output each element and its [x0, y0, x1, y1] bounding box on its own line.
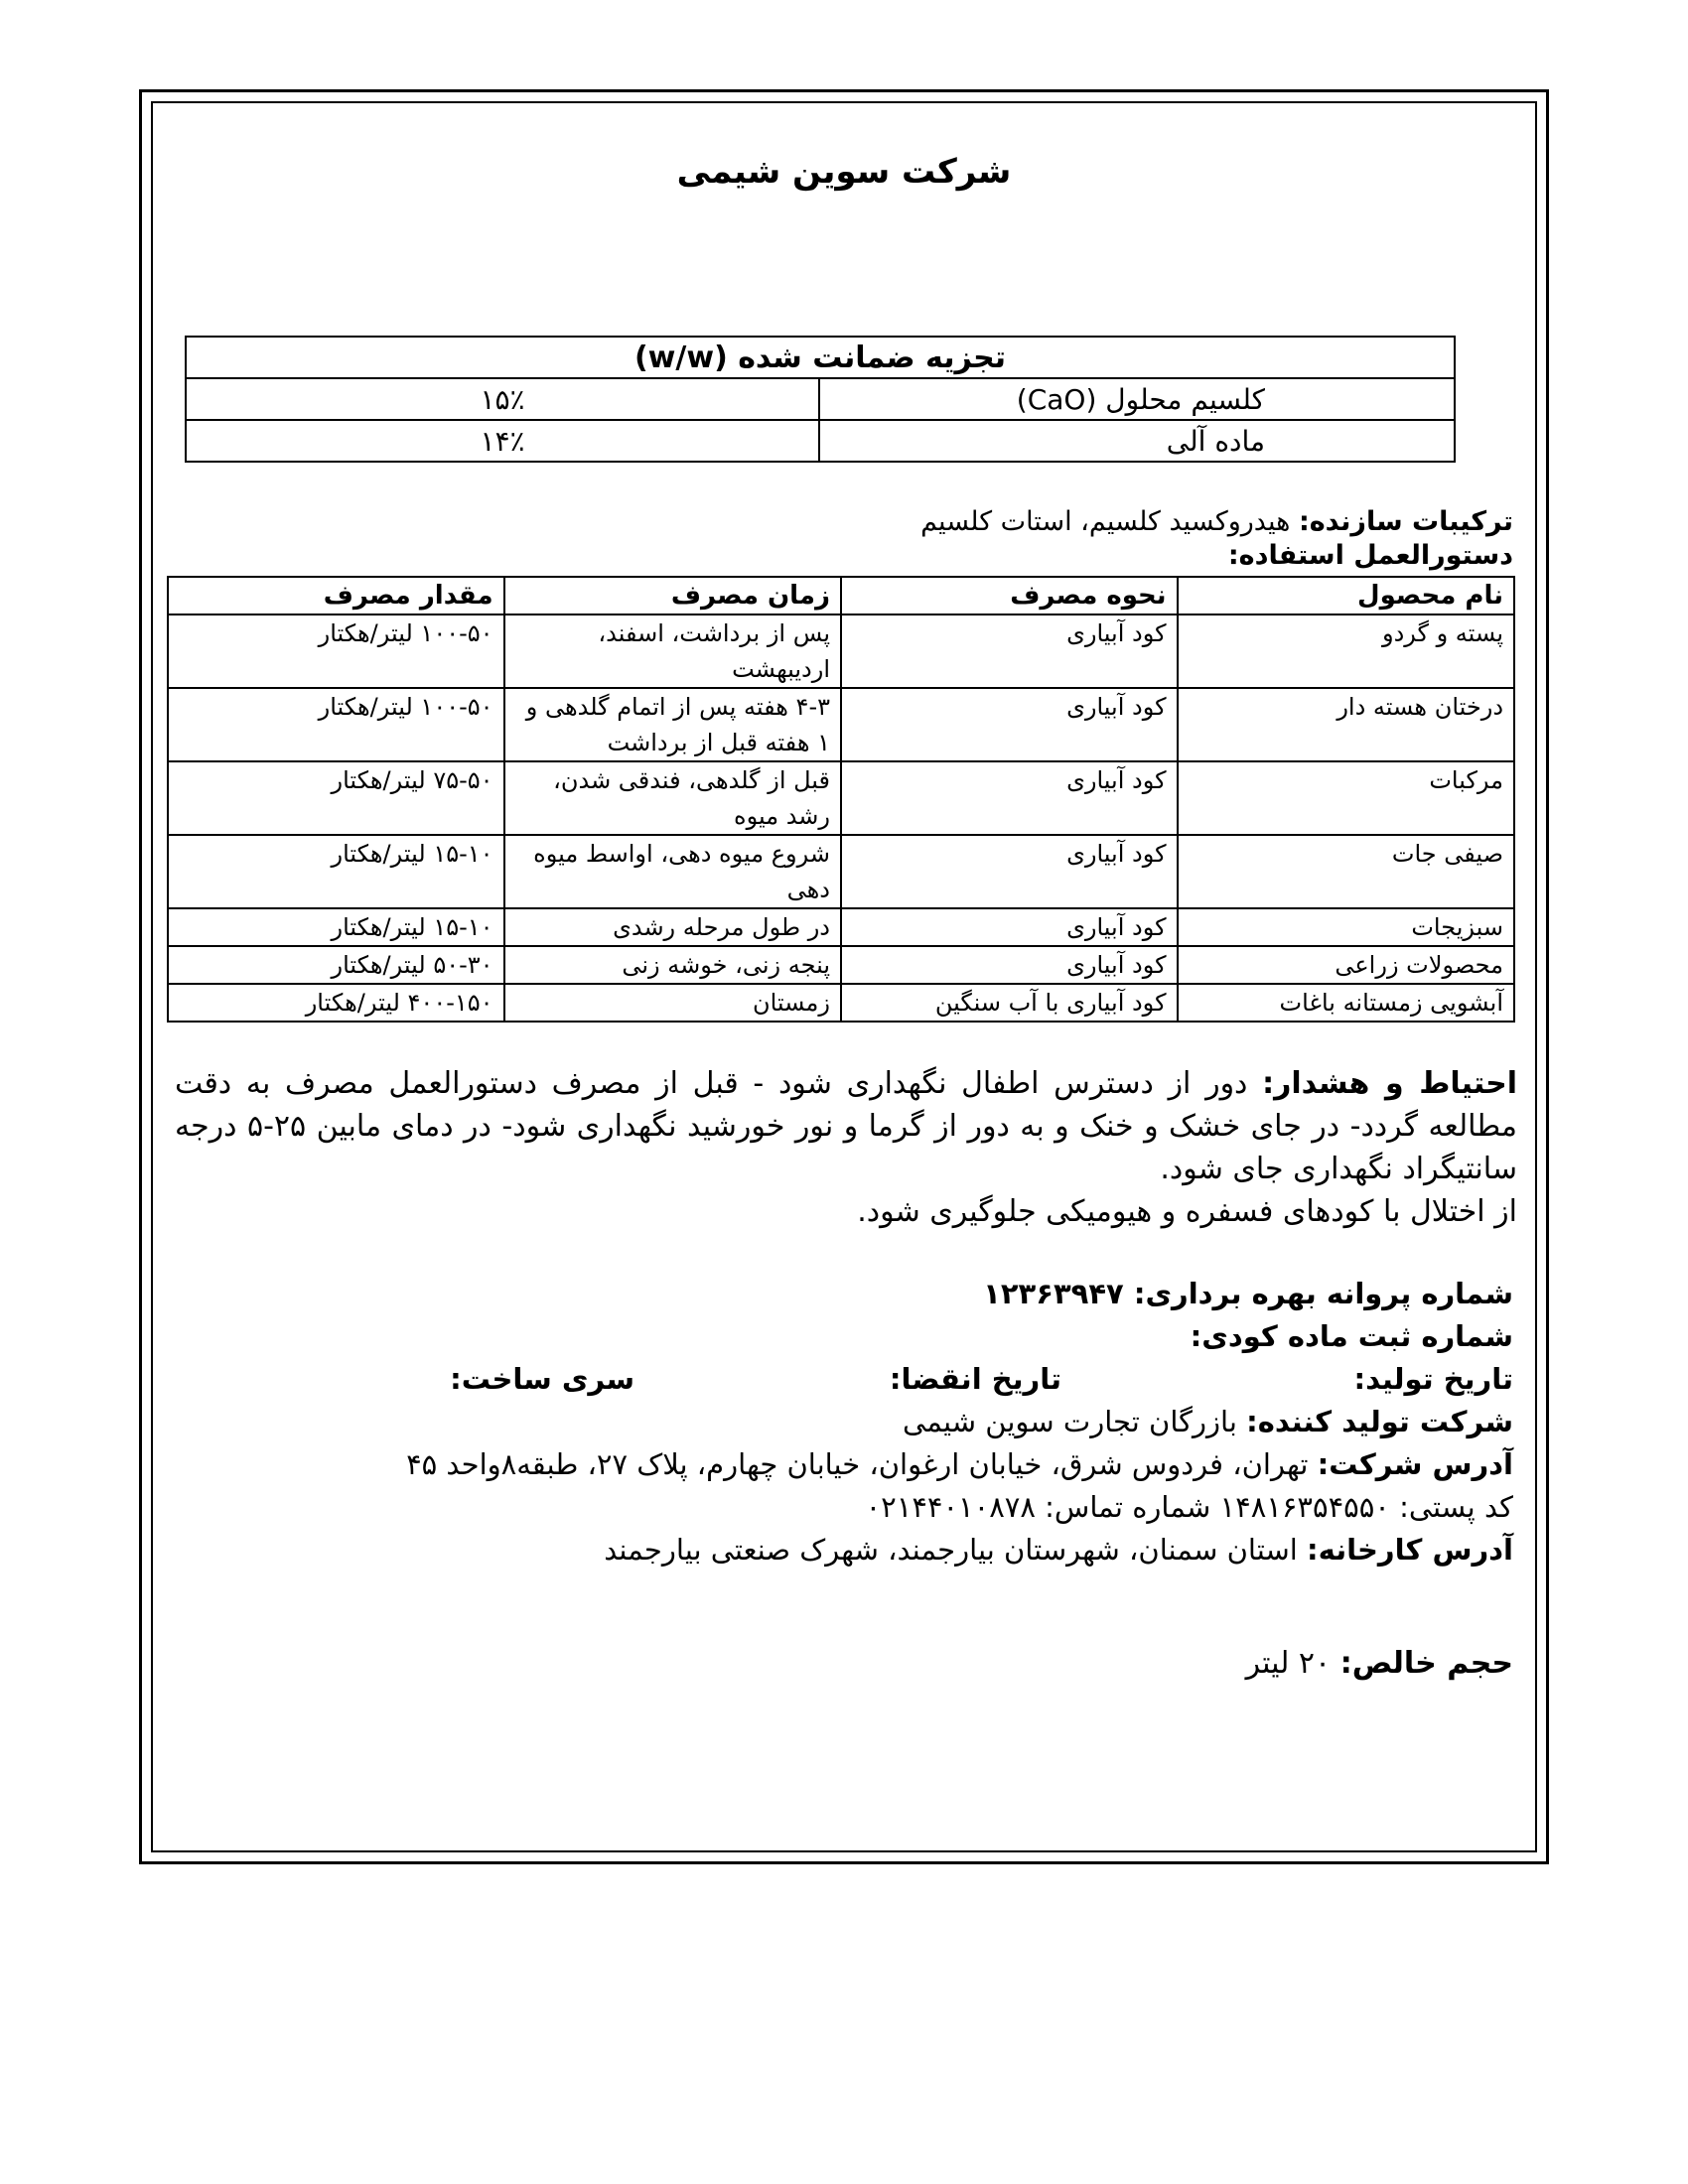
warning-line-2: از اختلال با کودهای فسفره و هیومیکی جلوگیری شود. [857, 1194, 1517, 1229]
method-cell: کود آبیاری [841, 761, 1178, 835]
method-cell: کود آبیاری [841, 908, 1178, 946]
registration-label: شماره ثبت ماده کودی: [1190, 1319, 1513, 1353]
manufacturer-line [167, 1401, 1513, 1443]
timing-cell: قبل از گلدهی، فندقی شدن، رشد میوه [504, 761, 841, 835]
column-header: نحوه مصرف [841, 577, 1178, 614]
warning-text: دور از دسترس اطفال نگهداری شود - قبل از مصرف دستورالعمل مصرف به دقت مطالعه گردد- در جای خشک و خنک و به دور از گرما و نور خورشید نگهداری شود- در دمای مابین ۲۵-۵ درجه سانتیگراد نگهداری جای شود. [175, 1066, 1517, 1186]
timing-cell: زمستان [504, 984, 841, 1022]
method-cell: کود آبیاری با آب سنگین [841, 984, 1178, 1022]
analysis-label: کلسیم محلول (CaO) [819, 378, 1455, 420]
license-line [167, 1273, 1513, 1315]
usage-table [167, 576, 1515, 1023]
factory-label: آدرس کارخانه: [1307, 1533, 1513, 1567]
factory-value: استان سمنان، شهرستان بیارجمند، شهرک صنعتی بیارجمند [604, 1533, 1308, 1567]
rate-cell: ۱۵-۱۰ لیتر/هکتار [168, 835, 504, 908]
ingredients-label: ترکیبات سازنده: [1298, 506, 1513, 537]
product-cell: سبزیجات [1178, 908, 1514, 946]
product-cell: صیفی جات [1178, 835, 1514, 908]
table-row [168, 835, 1514, 908]
product-cell: پسته و گردو [1178, 614, 1514, 688]
method-cell: کود آبیاری [841, 835, 1178, 908]
table-row [168, 908, 1514, 946]
timing-cell: در طول مرحله رشدی [504, 908, 841, 946]
analysis-value: ۱۴٪ [186, 420, 819, 462]
table-row [168, 946, 1514, 984]
method-cell: کود آبیاری [841, 946, 1178, 984]
expiry-date-label: تاریخ انقضا: [889, 1362, 1061, 1396]
product-cell: درختان هسته دار [1178, 688, 1514, 761]
net-volume-line [167, 1646, 1521, 1681]
table-header-row [168, 577, 1514, 614]
analysis-label: ماده آلی [819, 420, 1455, 462]
warning-paragraph [167, 1062, 1521, 1233]
guaranteed-analysis-heading: تجزیه ضمانت شده (w/w) [186, 337, 1455, 378]
license-label: شماره پروانه بهره برداری: [1133, 1277, 1513, 1310]
license-value: ۱۲۳۶۳۹۴۷ [983, 1277, 1134, 1310]
rate-cell: ۵۰-۳۰ لیتر/هکتار [168, 946, 504, 984]
product-cell: مرکبات [1178, 761, 1514, 835]
address-label: آدرس شرکت: [1317, 1447, 1513, 1481]
postal-line: کد پستی: ۱۴۸۱۶۳۵۴۵۵۰ شماره تماس: ۰۲۱۴۴۰۱۰۸۷۸ [865, 1490, 1513, 1524]
warning-label: احتیاط و هشدار: [1262, 1066, 1518, 1101]
product-cell: آبشویی زمستانه باغات [1178, 984, 1514, 1022]
table-row [186, 420, 1455, 462]
manufacturer-value: بازرگان تجارت سوین شیمی [903, 1405, 1247, 1438]
manufacturer-label: شرکت تولید کننده: [1246, 1405, 1513, 1438]
column-header: مقدار مصرف [168, 577, 504, 614]
timing-cell: پنجه زنی، خوشه زنی [504, 946, 841, 984]
analysis-value: ۱۵٪ [186, 378, 819, 420]
usage-heading: دستورالعمل استفاده: [1227, 540, 1513, 571]
batch-label: سری ساخت: [450, 1362, 634, 1396]
product-cell: محصولات زراعی [1178, 946, 1514, 984]
label-page [167, 117, 1521, 1681]
rate-cell: ۴۰۰-۱۵۰ لیتر/هکتار [168, 984, 504, 1022]
rate-cell: ۷۵-۵۰ لیتر/هکتار [168, 761, 504, 835]
method-cell: کود آبیاری [841, 614, 1178, 688]
net-volume-value: ۲۰ لیتر [1245, 1646, 1340, 1681]
table-row [168, 984, 1514, 1022]
product-info [167, 1273, 1521, 1571]
guaranteed-analysis-table [185, 336, 1456, 463]
timing-cell: شروع میوه دهی، اواسط میوه دهی [504, 835, 841, 908]
method-cell: کود آبیاری [841, 688, 1178, 761]
timing-cell: ۴-۳ هفته پس از اتمام گلدهی و ۱ هفته قبل از برداشت [504, 688, 841, 761]
address-value: تهران، فردوس شرق، خیابان ارغوان، خیابان چهارم، پلاک ۲۷، طبقه۸واحد ۴۵ [406, 1447, 1318, 1481]
table-row [168, 614, 1514, 688]
rate-cell: ۱۵-۱۰ لیتر/هکتار [168, 908, 504, 946]
table-row [186, 378, 1455, 420]
net-volume-label: حجم خالص: [1339, 1646, 1513, 1681]
timing-cell: پس از برداشت، اسفند، اردیبهشت [504, 614, 841, 688]
dates-row [167, 1358, 1513, 1401]
production-date-label: تاریخ تولید: [1353, 1362, 1513, 1396]
ingredients-value: هیدروکسید کلسیم، استات کلسیم [920, 506, 1299, 537]
table-row [168, 688, 1514, 761]
rate-cell: ۱۰۰-۵۰ لیتر/هکتار [168, 614, 504, 688]
column-header: زمان مصرف [504, 577, 841, 614]
rate-cell: ۱۰۰-۵۰ لیتر/هکتار [168, 688, 504, 761]
factory-line [167, 1529, 1513, 1571]
table-row [168, 761, 1514, 835]
address-line [167, 1443, 1513, 1486]
column-header: نام محصول [1178, 577, 1514, 614]
company-title: شرکت سوین شیمی [676, 152, 1012, 192]
